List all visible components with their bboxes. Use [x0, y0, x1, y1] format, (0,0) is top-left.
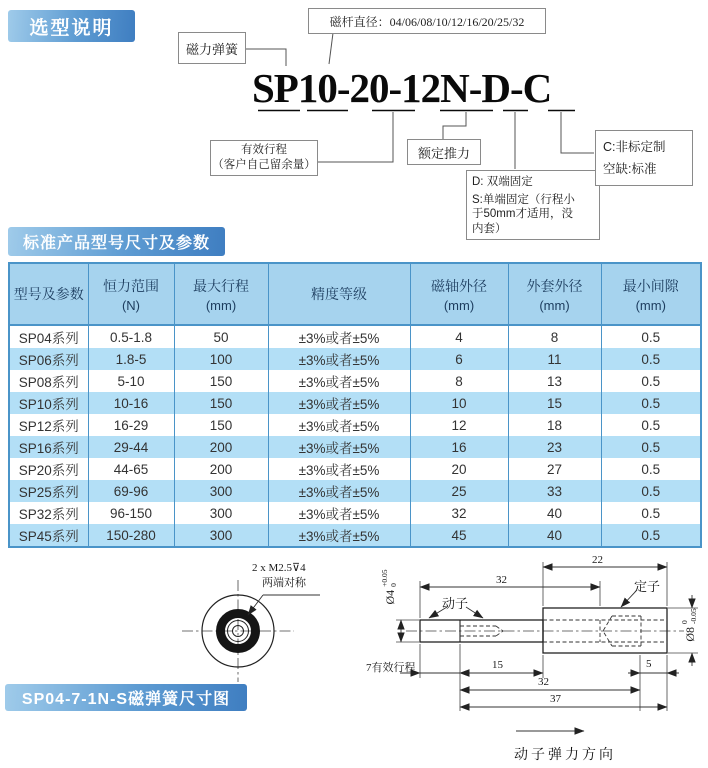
table-cell: 150 — [174, 370, 268, 392]
table-cell: 0.5 — [601, 348, 701, 370]
col-header-unit: (mm) — [205, 297, 237, 313]
table-cell: SP04系列 — [18, 331, 79, 346]
table-cell: 20 — [410, 458, 508, 480]
table-cell: 5-10 — [88, 370, 174, 392]
table-cell: 0.5 — [601, 325, 701, 348]
dim-insert-depth-label: 15 — [492, 659, 503, 671]
stator-label: 定子 — [634, 579, 661, 594]
table-cell: 0.5 — [601, 370, 701, 392]
table-cell: 32 — [410, 502, 508, 524]
col-header-title: 磁轴外径 — [431, 277, 487, 294]
table-cell: ±3%或者±5% — [268, 370, 410, 392]
section-badge-selection: 选型说明 — [8, 10, 135, 42]
table-cell: 29-44 — [88, 436, 174, 458]
col-header-unit: (mm) — [635, 297, 666, 313]
table-cell: 40 — [508, 502, 601, 524]
rod-diameter-text: 磁杆直径：04/06/08/10/12/16/20/25/32 — [329, 14, 525, 29]
table-cell: 0.5-1.8 — [88, 325, 174, 348]
table-cell: 0.5 — [601, 480, 701, 502]
custom-text-line1: C:非标定制 — [603, 139, 666, 154]
stroke-text-line1: 有效行程 — [241, 144, 287, 157]
table-cell: 50 — [174, 325, 268, 348]
table-cell: 0.5 — [601, 392, 701, 414]
label-box-effective-stroke — [210, 140, 318, 176]
col-header-min-gap — [601, 263, 701, 325]
table-cell: 100 — [174, 348, 268, 370]
model-code-title: SP10-20-12N-D-C — [252, 65, 552, 111]
side-view — [406, 608, 684, 653]
table-cell: 150 — [174, 414, 268, 436]
col-header-title: 恒力范围 — [103, 277, 159, 294]
dimension-drawing — [0, 548, 708, 768]
section-badge-spec-table: 标准产品型号尺寸及参数 — [8, 227, 225, 256]
table-cell: ±3%或者±5% — [268, 348, 410, 370]
stroke-note-label: 7有效行程 — [366, 662, 416, 674]
dim-sleeve-length-label: 22 — [592, 554, 603, 566]
table-cell: ±3%或者±5% — [268, 392, 410, 414]
table-cell: 0.5 — [601, 524, 701, 547]
table-cell: ±3%或者±5% — [268, 502, 410, 524]
thread-note-line1: 2 x M2.5⊽4 — [252, 562, 306, 574]
table-cell: ±3%或者±5% — [268, 480, 410, 502]
table-cell: 12 — [410, 414, 508, 436]
fixing-text-line2: S:单端固定（行程小 — [472, 193, 575, 206]
table-row — [9, 480, 701, 502]
dia4-tol-upper: +0.05 — [380, 569, 390, 587]
table-cell: 300 — [174, 480, 268, 502]
table-cell: 0.5 — [601, 436, 701, 458]
table-cell: ±3%或者±5% — [268, 325, 410, 348]
col-header-unit: (N) — [121, 297, 141, 313]
col-header-unit: (mm) — [443, 297, 475, 313]
thread-note-line2: 两端对称 — [262, 577, 306, 589]
dia8-tolerance — [681, 608, 698, 624]
table-cell: SP12系列 — [18, 419, 79, 434]
table-cell: 10-16 — [88, 392, 174, 414]
stroke-text-line2: （客户自己留余量） — [212, 159, 316, 171]
table-cell: SP10系列 — [9, 392, 88, 414]
table-cell: 1.8-5 — [88, 348, 174, 370]
table-cell: 4 — [410, 325, 508, 348]
table-cell: ±3%或者±5% — [268, 436, 410, 458]
col-header-unit: (mm) — [539, 297, 570, 313]
section-badge-drawing: SP04-7-1N-S磁弹簧尺寸图 — [5, 684, 247, 711]
table-row — [9, 502, 701, 524]
fixing-text-line4: 内套） — [472, 222, 507, 235]
custom-text-line2: 空缺:标准 — [603, 162, 657, 176]
table-cell: 8 — [508, 325, 601, 348]
stator-sleeve-outline — [543, 608, 667, 653]
force-direction-label: 动子弹力方向 — [514, 748, 616, 763]
thread-note-leader — [248, 595, 263, 615]
table-cell: ±3%或者±5% — [268, 414, 410, 436]
table-cell: 23 — [508, 436, 601, 458]
dim-rod-length-label: 32 — [496, 574, 507, 586]
col-header-sleeve-od — [508, 263, 601, 325]
spec-table-body — [9, 325, 701, 547]
table-cell: 13 — [508, 370, 601, 392]
table-cell: 33 — [508, 480, 601, 502]
col-header-title: 外套外径 — [526, 277, 583, 294]
end-view — [182, 580, 320, 682]
magnetic-spring-text: 磁力弹簧 — [185, 41, 238, 57]
connector-custom — [561, 112, 594, 153]
col-header-force-range — [88, 263, 174, 325]
dia8-value: Ø8 — [682, 626, 697, 642]
table-cell: 25 — [410, 480, 508, 502]
col-header-title: 最小间隙 — [622, 277, 679, 294]
table-cell: 200 — [174, 458, 268, 480]
table-cell: ±3%或者±5% — [268, 458, 410, 480]
col-header-shaft-od — [410, 263, 508, 325]
dia4-dimension-label — [379, 559, 401, 615]
label-box-rated-thrust — [407, 139, 481, 165]
col-header-accuracy — [268, 263, 410, 325]
table-row — [9, 370, 701, 392]
table-cell: SP16系列 — [9, 436, 88, 458]
table-row — [9, 325, 701, 348]
table-cell: 0.5 — [601, 458, 701, 480]
connector-stroke — [318, 112, 393, 162]
table-header-row — [9, 263, 701, 325]
dimension-drawing-lines — [0, 548, 708, 768]
table-cell: 150 — [174, 392, 268, 414]
table-cell: 45 — [410, 524, 508, 547]
mover-label: 动子 — [442, 596, 469, 611]
table-cell: 6 — [410, 348, 508, 370]
dim-end-offset-label: 5 — [646, 658, 652, 670]
table-cell: 0.5 — [601, 414, 701, 436]
label-box-fixing-type — [466, 170, 600, 240]
table-cell: 69-96 — [88, 480, 174, 502]
table-cell: ±3%或者±5% — [268, 524, 410, 547]
col-header-title: 最大行程 — [193, 277, 249, 294]
col-header-model — [9, 263, 88, 325]
col-header-title: 型号及参数 — [13, 286, 84, 302]
label-box-custom-type — [595, 130, 693, 186]
table-cell: 200 — [174, 436, 268, 458]
dia4-tol-lower: 0 — [389, 583, 398, 587]
table-row — [9, 414, 701, 436]
table-cell: 40 — [508, 524, 601, 547]
table-cell: SP25系列 — [9, 480, 88, 502]
table-cell: 16-29 — [88, 414, 174, 436]
col-header-title: 精度等级 — [311, 286, 367, 302]
table-cell: SP20系列 — [18, 463, 79, 478]
table-cell: 150-280 — [88, 524, 174, 547]
fixing-text-line3: 于50mm才适用，没 — [472, 208, 573, 221]
dia8-dimension-label — [679, 597, 701, 653]
col-header-max-stroke — [174, 263, 268, 325]
rated-thrust-text: 额定推力 — [417, 145, 470, 161]
table-cell: SP32系列 — [18, 507, 79, 522]
table-cell: 11 — [508, 348, 601, 370]
table-cell: 27 — [508, 458, 601, 480]
table-cell: 300 — [174, 524, 268, 547]
table-row — [9, 392, 701, 414]
table-row — [9, 524, 701, 547]
dim-total-length-label: 37 — [550, 693, 561, 705]
model-code-diagram-lines — [0, 0, 708, 250]
table-cell: 300 — [174, 502, 268, 524]
table-cell: SP08系列 — [18, 375, 79, 390]
dia8-tol-lower: -0.05 — [689, 608, 698, 624]
table-cell: 0.5 — [601, 502, 701, 524]
table-cell: SP06系列 — [9, 348, 88, 370]
table-row — [9, 348, 701, 370]
fixing-text-line1: D: 双端固定 — [472, 176, 533, 188]
connector-thrust — [443, 112, 466, 139]
table-cell: 16 — [410, 436, 508, 458]
table-cell: 8 — [410, 370, 508, 392]
table-row — [9, 458, 701, 480]
dia4-tolerance — [381, 569, 398, 586]
dim-body-length-label: 32 — [538, 676, 549, 688]
label-box-rod-diameter — [308, 8, 546, 34]
table-cell: 96-150 — [88, 502, 174, 524]
table-cell: SP45系列 — [9, 524, 88, 547]
table-cell: 18 — [508, 414, 601, 436]
table-row — [9, 436, 701, 458]
table-cell: 10 — [410, 392, 508, 414]
spec-table-header — [9, 263, 701, 325]
dia4-value: Ø4 — [382, 589, 397, 605]
dia8-tol-upper: 0 — [680, 620, 690, 624]
spec-table — [8, 262, 702, 548]
label-box-magnetic-spring — [178, 32, 246, 64]
connector-rod-diameter — [329, 33, 333, 64]
table-cell: 44-65 — [88, 458, 174, 480]
table-cell: 15 — [508, 392, 601, 414]
